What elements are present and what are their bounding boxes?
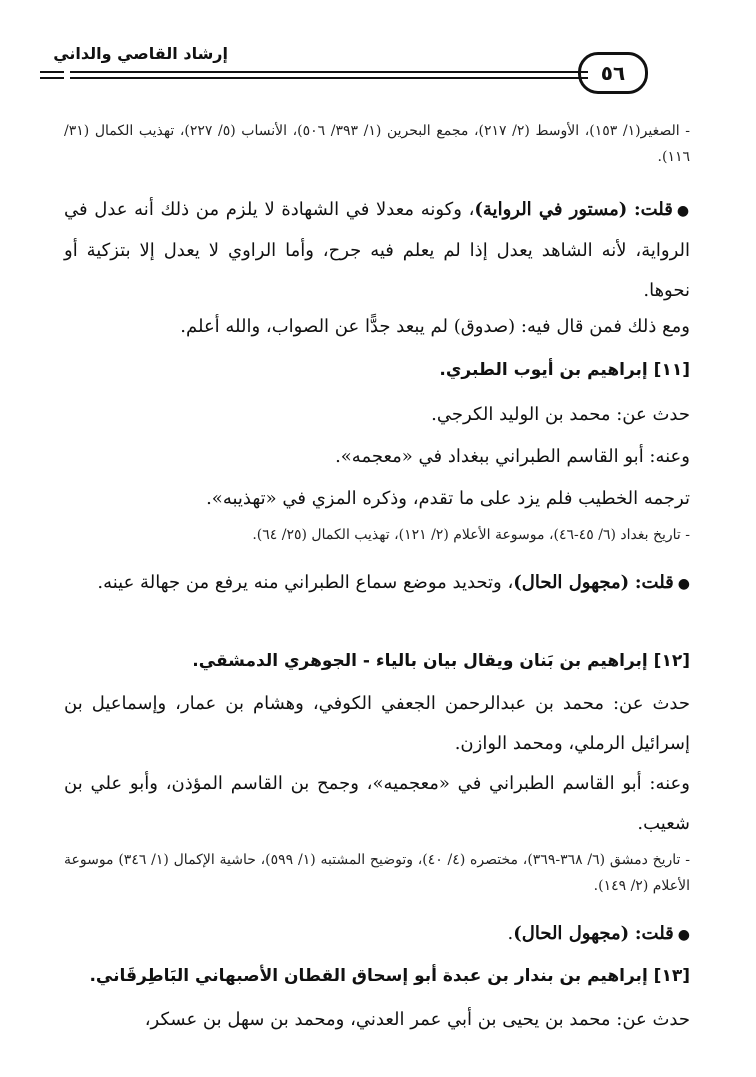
footnote-sources-3: - تاريخ دمشق (٦/ ٣٦٨-٣٦٩)، مختصره (٤/ ٤٠)، وتوضيح المشتبه (١/ ٥٩٩)، حاشية الإكمال (١/ ٣٤٦) موسوعة الأعلام (٢/ ١٤٩). xyxy=(64,852,690,894)
narrators-from-him: وعنه: أبو القاسم الطبراني في «معجميه»، وجمح بن القاسم المؤذن، وأبو علي بن شعيب. xyxy=(64,773,690,834)
comment-text: ، وكونه معدلا في الشهادة لا يلزم من ذلك أنه عدل في الرواية، لأنه الشاهد يعدل إذا لم يعلم فيه جرح، وأما الراوي لا يعدل إلا بتزكية أو نحوها. xyxy=(64,199,690,301)
narrated-from: حدث عن: محمد بن يحيى بن أبي عمر العدني، ومحمد بن سهل بن عسكر، xyxy=(144,1009,690,1030)
header-rule xyxy=(40,77,64,79)
comment-label: قلت: xyxy=(634,572,674,593)
header-rule xyxy=(70,77,588,79)
comment-paragraph-1 xyxy=(64,190,690,311)
comment-label: قلت: xyxy=(633,199,673,220)
grade-phrase: (مجهول الحال) xyxy=(513,572,630,593)
bullet-icon: ● xyxy=(677,927,690,943)
grade-phrase: (مستور في الرواية) xyxy=(474,199,628,220)
page-number: ٥٦ xyxy=(578,52,648,94)
grade-phrase: (مجهول الحال) xyxy=(513,923,630,944)
comment-paragraph-3 xyxy=(64,914,690,955)
comment-text: ، وتحديد موضع سماع الطبراني منه يرفع من جهالة عينه. xyxy=(97,572,514,593)
entry-heading-11: [١١] إبراهيم بن أيوب الطبري. xyxy=(439,360,690,380)
comment-label: قلت: xyxy=(634,923,674,944)
narrated-from: حدث عن: محمد بن عبدالرحمن الجعفي الكوفي، وهشام بن عمار، وإسماعيل بن إسرائيل الرملي، ومحمد الوازن. xyxy=(64,693,690,754)
bullet-icon: ● xyxy=(677,576,690,592)
footnote-sources-1: - الصغير(١/ ١٥٣)، الأوسط (٢/ ٢١٧)، مجمع البحرين (١/ ٣٩٣/ ٥٠٦)، الأنساب (٥/ ٢٢٧)، تهذيب الكمال (٣١/ ١١٦). xyxy=(64,123,690,165)
header-rule xyxy=(70,71,588,73)
running-header-title: إرشاد القاصي والداني xyxy=(53,44,228,63)
footnote-sources-2: - تاريخ بغداد (٦/ ٤٥-٤٦)، موسوعة الأعلام (٢/ ١٢١)، تهذيب الكمال (٢٥/ ٦٤). xyxy=(252,527,690,543)
comment-paragraph-2 xyxy=(64,563,690,604)
bullet-icon: ● xyxy=(676,203,690,219)
narrators-from-him: وعنه: أبو القاسم الطبراني ببغداد في «معجمه». xyxy=(335,446,690,467)
paragraph: ومع ذلك فمن قال فيه: (صدوق) لم يبعد جدًّا عن الصواب، والله أعلم. xyxy=(180,316,690,337)
entry-heading-13: [١٣] إبراهيم بن بندار بن عبدة أبو إسحاق القطان الأصبهاني البَاطِرقَاني. xyxy=(89,966,690,986)
comment-text: . xyxy=(507,923,514,944)
paragraph: ترجمه الخطيب فلم يزد على ما تقدم، وذكره المزي في «تهذيبه». xyxy=(206,488,690,509)
entry-heading-12: [١٢] إبراهيم بن بَنان ويقال بيان بالياء - الجوهري الدمشقي. xyxy=(192,651,690,671)
narrated-from: حدث عن: محمد بن الوليد الكرجي. xyxy=(431,404,690,425)
header-rule xyxy=(40,71,64,73)
